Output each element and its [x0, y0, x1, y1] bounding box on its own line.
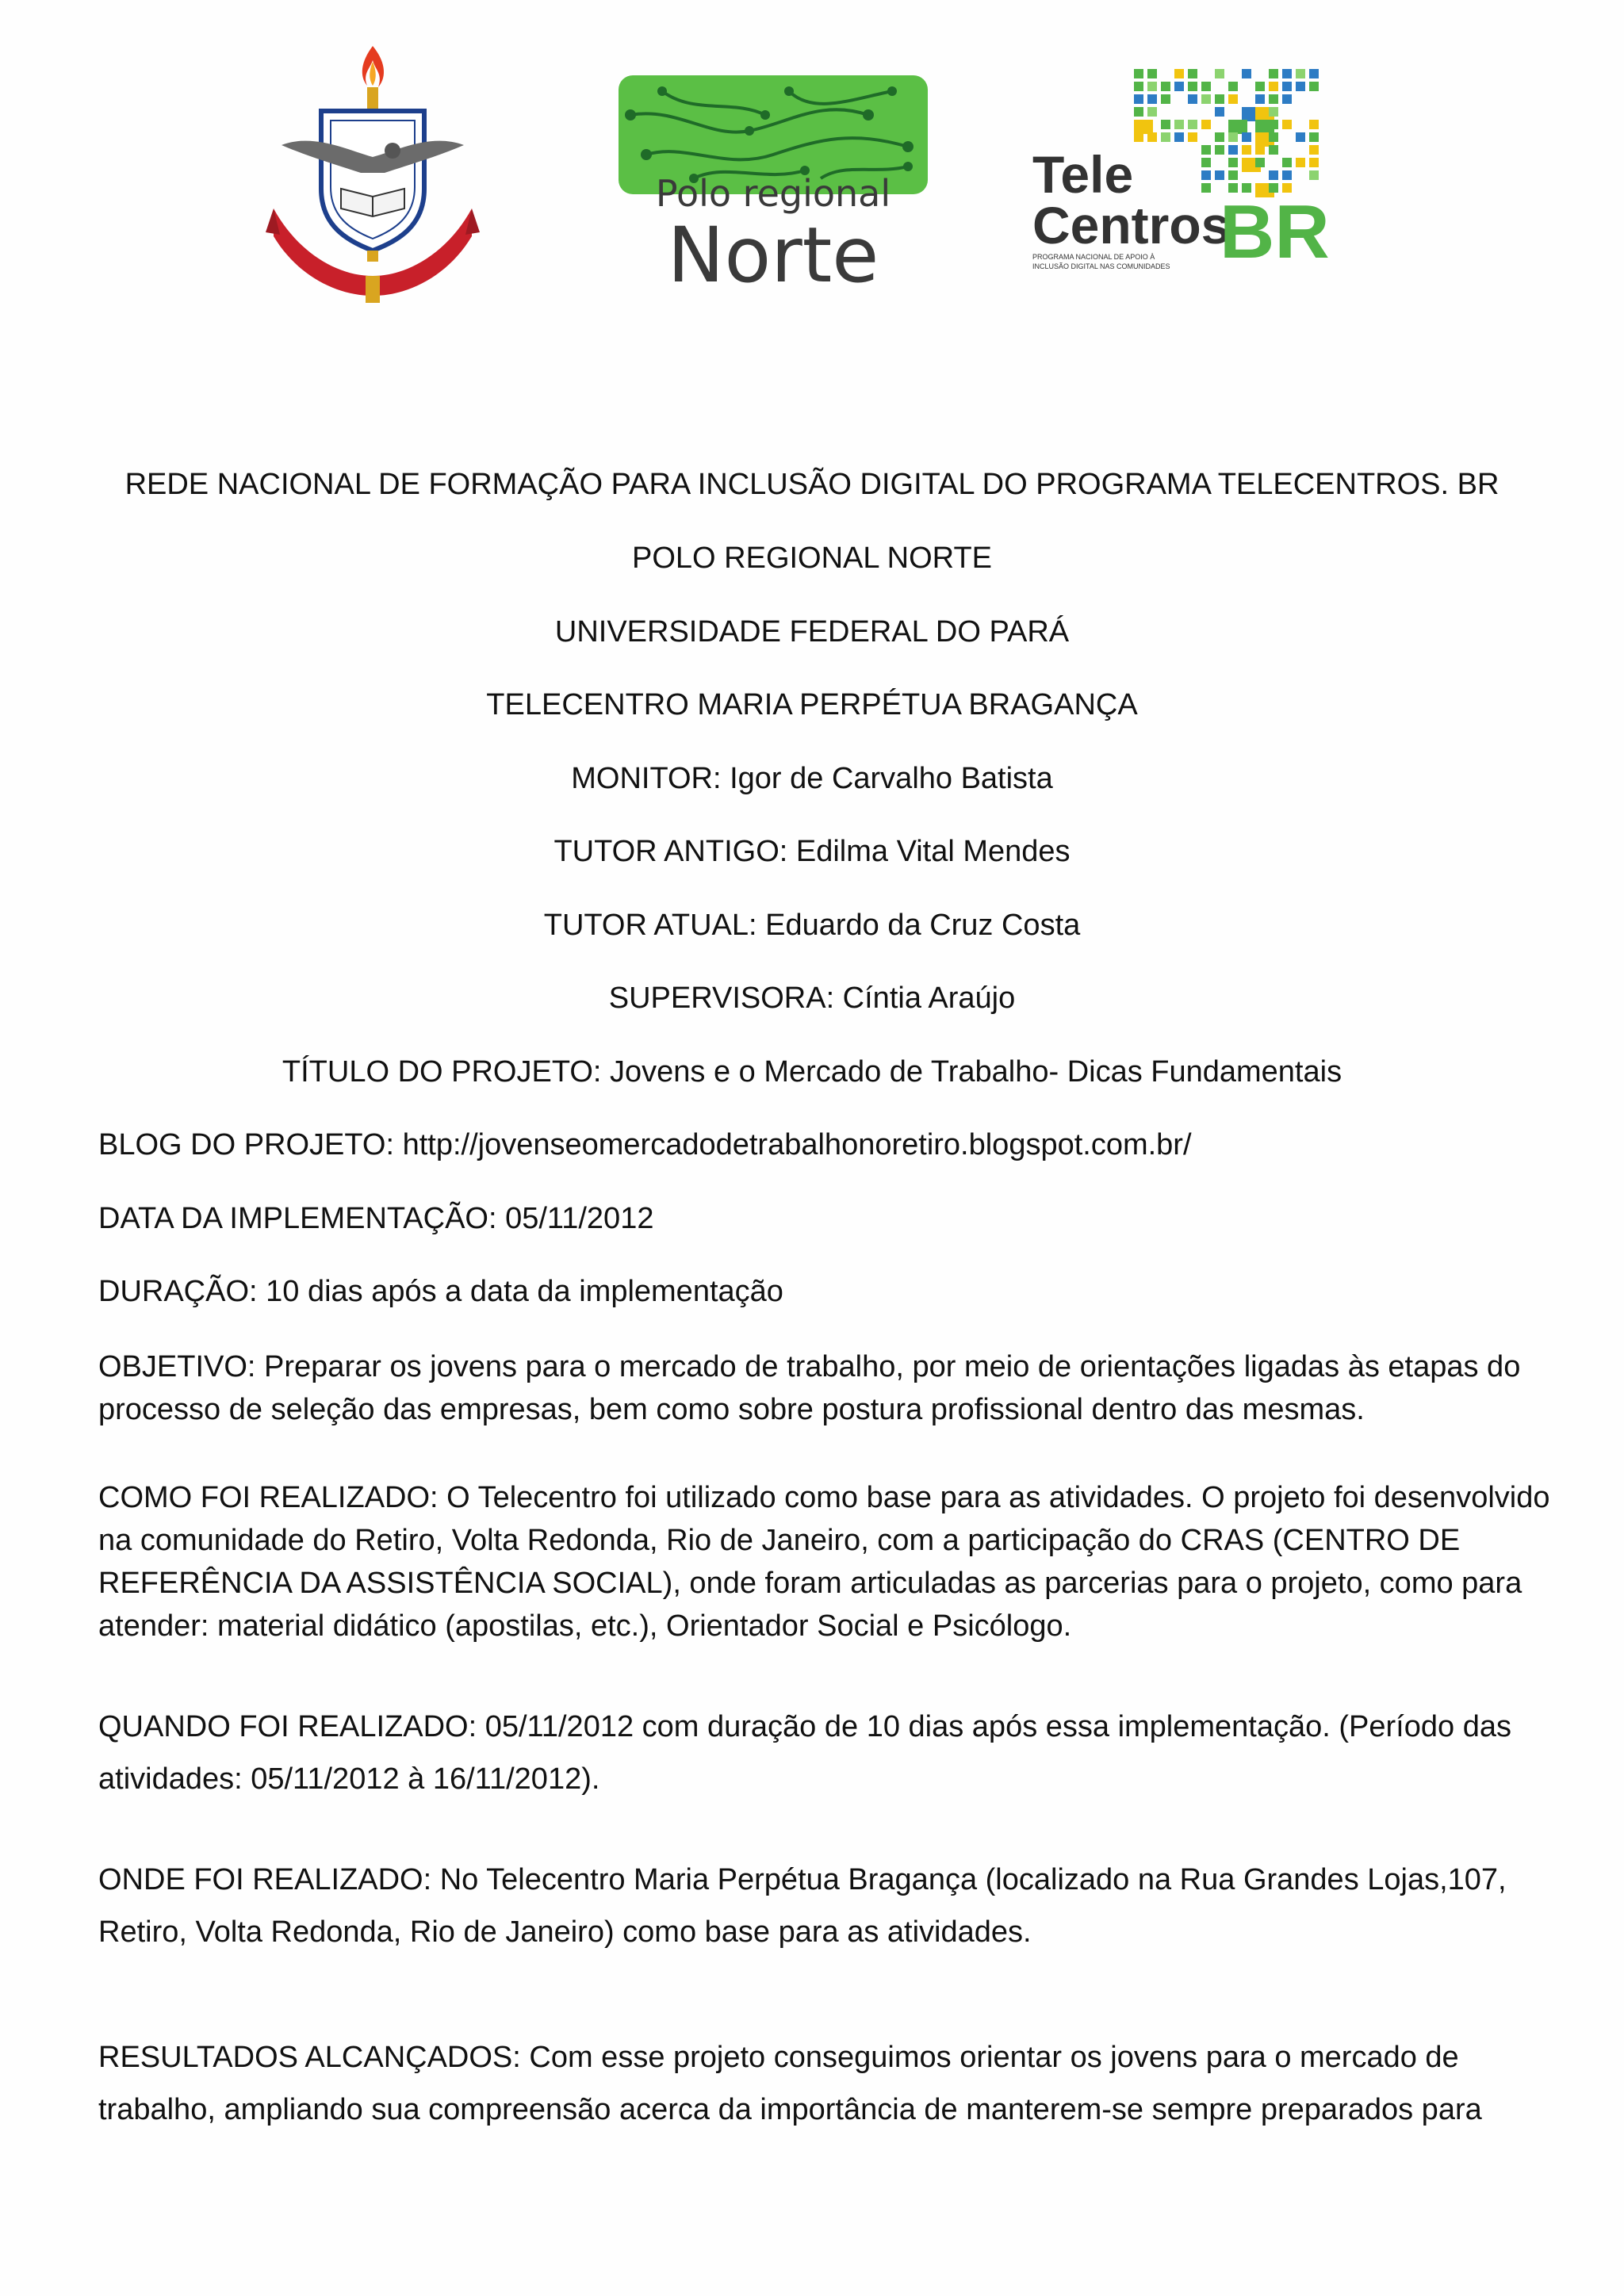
- objetivo-line: OBJETIVO: Preparar os jovens para o mercado de trabalho, por meio de orientações ligadas às etapas do: [98, 1350, 1521, 1383]
- mosaic-tile: [1242, 69, 1251, 78]
- mosaic-tile: [1188, 69, 1197, 78]
- resultados-line: trabalho, ampliando sua compreensão acerca da importância de manterem-se sempre preparados para: [98, 2093, 1482, 2126]
- mosaic-tile: [1228, 145, 1238, 155]
- mosaic-tile: [1296, 69, 1305, 78]
- mosaic-tile: [1134, 69, 1143, 78]
- mosaic-tile: [1269, 145, 1278, 155]
- mosaic-tile: [1215, 107, 1224, 117]
- mosaic-tile: [1147, 94, 1157, 104]
- mosaic-tile: [1309, 132, 1319, 142]
- mosaic-tile: [1161, 120, 1170, 129]
- polo-regional-norte-logo: [615, 67, 932, 297]
- mosaic-tile: [1255, 94, 1265, 104]
- mosaic-tile: [1174, 120, 1184, 129]
- blog-line: BLOG DO PROJETO: http://jovenseomercadodetrabalhonoretiro.blogspot.com.br/: [98, 1128, 1192, 1161]
- mosaic-tile: [1269, 107, 1278, 117]
- mosaic-tile: [1228, 132, 1238, 142]
- mosaic-tile: [1282, 82, 1292, 91]
- titulo-line: TÍTULO DO PROJETO: Jovens e o Mercado de Trabalho- Dicas Fundamentais: [282, 1055, 1342, 1089]
- mosaic-tile: [1296, 132, 1305, 142]
- br-text: BR: [1220, 189, 1330, 274]
- mosaic-tile: [1134, 132, 1143, 142]
- resultados-paragraph: [98, 2031, 1526, 2136]
- mosaic-tile: [1228, 170, 1238, 180]
- quando-line: atividades: 05/11/2012 à 16/11/2012).: [98, 1762, 600, 1796]
- polo-line2: Norte: [667, 211, 879, 297]
- mosaic-tile: [1134, 120, 1153, 134]
- mosaic-tile: [1228, 94, 1238, 104]
- rede-title: REDE NACIONAL DE FORMAÇÃO PARA INCLUSÃO DIGITAL DO PROGRAMA TELECENTROS. BR: [124, 468, 1500, 501]
- mosaic-tile: [1134, 82, 1143, 91]
- mosaic-tile: [1269, 170, 1278, 180]
- mosaic-tile: [1282, 94, 1292, 104]
- quando-line: QUANDO FOI REALIZADO: 05/11/2012 com duração de 10 dias após essa implementação. (Período das: [98, 1710, 1511, 1743]
- mosaic-tile: [1282, 120, 1292, 129]
- mosaic-tile: [1255, 145, 1265, 155]
- mosaic-tile: [1215, 69, 1224, 78]
- polo-title: POLO REGIONAL NORTE: [632, 541, 992, 575]
- centros-text: Centros: [1032, 196, 1231, 254]
- onde-line: Retiro, Volta Redonda, Rio de Janeiro) como base para as atividades.: [98, 1915, 1032, 1949]
- mosaic-tile: [1282, 69, 1292, 78]
- mosaic-tile: [1201, 94, 1211, 104]
- universidade-title: UNIVERSIDADE FEDERAL DO PARÁ: [554, 615, 1070, 649]
- monitor-line: MONITOR: Igor de Carvalho Batista: [571, 762, 1053, 795]
- supervisora-line: SUPERVISORA: Cíntia Araújo: [608, 982, 1016, 1015]
- onde-paragraph: [98, 1854, 1526, 1958]
- mosaic-tile: [1215, 170, 1224, 180]
- mosaic-tile: [1215, 145, 1224, 155]
- mosaic-tile: [1161, 132, 1170, 142]
- tutor-atual-line: TUTOR ATUAL: Eduardo da Cruz Costa: [543, 909, 1081, 942]
- mosaic-tile: [1269, 94, 1278, 104]
- mosaic-tile: [1228, 82, 1238, 91]
- como-paragraph: [98, 1476, 1550, 1647]
- mosaic-tile: [1161, 82, 1170, 91]
- mosaic-tile: [1309, 145, 1319, 155]
- mosaic-tile: [1201, 82, 1211, 91]
- mosaic-tile: [1188, 94, 1197, 104]
- mosaic-tile: [1161, 94, 1170, 104]
- mosaic-tile: [1188, 132, 1197, 142]
- mosaic-tile: [1174, 82, 1184, 91]
- mosaic-graphic: [1134, 69, 1319, 197]
- ufpa-crest-logo: [266, 38, 480, 308]
- mosaic-tile: [1309, 82, 1319, 91]
- mosaic-tile: [1215, 94, 1224, 104]
- mosaic-tile: [1228, 158, 1238, 167]
- mosaic-tile: [1134, 107, 1143, 117]
- como-line: REFERÊNCIA DA ASSISTÊNCIA SOCIAL), onde foram articuladas as parcerias para o projeto, como para: [98, 1567, 1522, 1600]
- mosaic-tile: [1188, 120, 1197, 129]
- mosaic-tile: [1269, 120, 1278, 129]
- mosaic-tile: [1282, 170, 1292, 180]
- mosaic-tile: [1309, 170, 1319, 180]
- polo-line1: Polo regional: [655, 172, 891, 215]
- mosaic-tile: [1188, 82, 1197, 91]
- mosaic-tile: [1174, 69, 1184, 78]
- objetivo-line: processo de seleção das empresas, bem como sobre postura profissional dentro das mesmas.: [98, 1393, 1365, 1426]
- mosaic-tile: [1296, 158, 1305, 167]
- mosaic-tile: [1309, 69, 1319, 78]
- mosaic-tile: [1201, 145, 1211, 155]
- tutor-antigo-line: TUTOR ANTIGO: Edilma Vital Mendes: [553, 835, 1071, 868]
- quando-paragraph: [98, 1701, 1526, 1805]
- mosaic-tile: [1296, 82, 1305, 91]
- mosaic-tile: [1255, 82, 1265, 91]
- mosaic-tile: [1147, 82, 1157, 91]
- telecentro-title: TELECENTRO MARIA PERPÉTUA BRAGANÇA: [486, 688, 1138, 721]
- data-line: DATA DA IMPLEMENTAÇÃO: 05/11/2012: [98, 1202, 654, 1235]
- mosaic-tile: [1309, 158, 1319, 167]
- mosaic-tile: [1201, 158, 1211, 167]
- onde-line: ONDE FOI REALIZADO: No Telecentro Maria Perpétua Bragança (localizado na Rua Grandes Lojas,107,: [98, 1863, 1507, 1896]
- mosaic-tile: [1134, 94, 1143, 104]
- tagline-2: INCLUSÃO DIGITAL NAS COMUNIDADES: [1032, 262, 1170, 270]
- mosaic-tile: [1201, 170, 1211, 180]
- tele-text: Tele: [1032, 145, 1134, 204]
- mosaic-tile: [1201, 120, 1211, 129]
- mosaic-tile: [1228, 120, 1247, 134]
- mosaic-tile: [1269, 132, 1278, 142]
- objetivo-paragraph: [98, 1345, 1526, 1431]
- mosaic-tile: [1215, 132, 1224, 142]
- mosaic-tile: [1201, 183, 1211, 193]
- mosaic-tile: [1174, 132, 1184, 142]
- mosaic-tile: [1242, 132, 1251, 142]
- mosaic-tile: [1282, 158, 1292, 167]
- como-line: COMO FOI REALIZADO: O Telecentro foi utilizado como base para as atividades. O projeto foi desenvolvido: [98, 1481, 1550, 1514]
- telecentros-br-logo: [1031, 67, 1332, 289]
- duracao-line: DURAÇÃO: 10 dias após a data da implementação: [98, 1275, 783, 1308]
- logo-header: [0, 0, 1624, 333]
- mosaic-tile: [1309, 120, 1319, 129]
- mosaic-tile: [1269, 69, 1278, 78]
- mosaic-tile: [1147, 107, 1157, 117]
- mosaic-tile: [1269, 82, 1278, 91]
- tagline-1: PROGRAMA NACIONAL DE APOIO À: [1032, 253, 1155, 261]
- como-line: atender: material didático (apostilas, etc.), Orientador Social e Psicólogo.: [98, 1609, 1072, 1643]
- mosaic-tile: [1147, 69, 1157, 78]
- mosaic-tile: [1255, 158, 1265, 167]
- mosaic-tile: [1242, 145, 1251, 155]
- como-line: na comunidade do Retiro, Volta Redonda, Rio de Janeiro, com a participação do CRAS (CENTRO DE: [98, 1524, 1461, 1557]
- mosaic-tile: [1147, 132, 1157, 142]
- resultados-line: RESULTADOS ALCANÇADOS: Com esse projeto conseguimos orientar os jovens para o mercado de: [98, 2041, 1459, 2074]
